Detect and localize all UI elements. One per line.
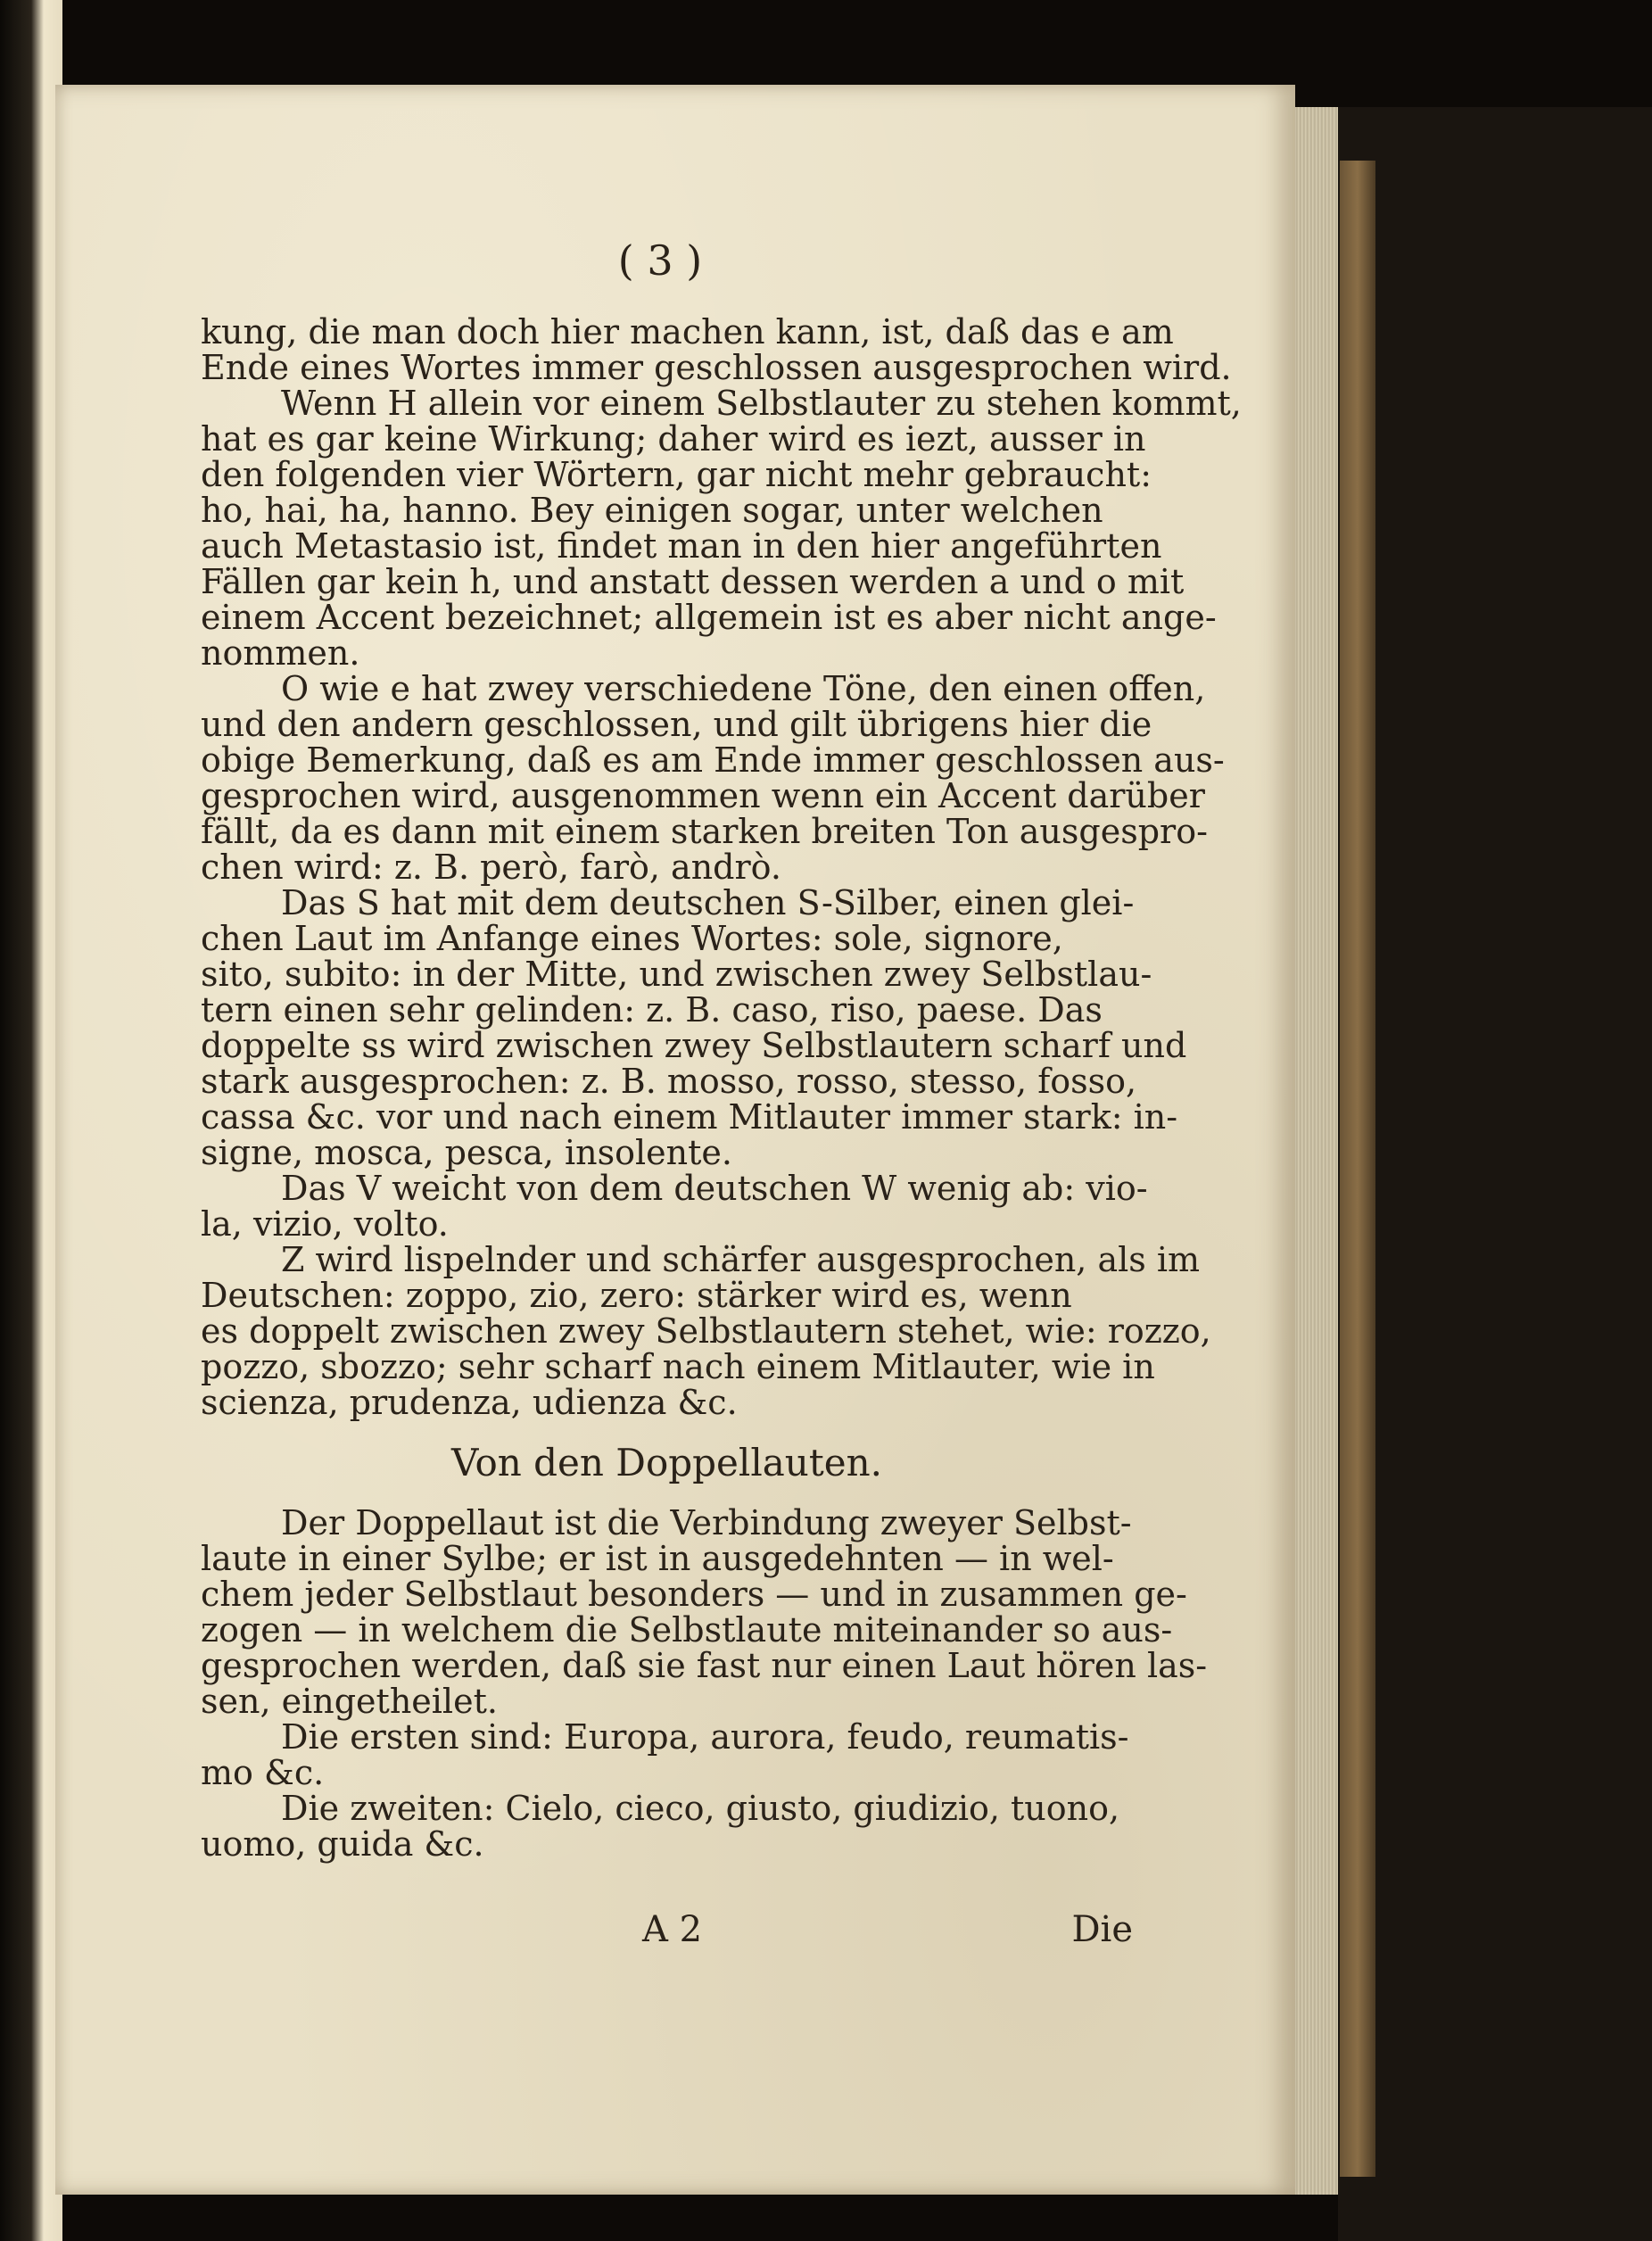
text-line: Z wird lispelnder und schärfer ausgesprochen, als im	[281, 1240, 1201, 1279]
text-line: stark ausgesprochen: z. B. mosso, rosso, stesso, fosso,	[201, 1062, 1137, 1101]
catchword: Die	[1071, 1909, 1133, 1950]
text-line: la, vizio, volto.	[201, 1204, 449, 1244]
text-line: scienza, prudenza, udienza &c.	[201, 1383, 738, 1422]
text-line: chen Laut im Anfange eines Wortes: sole, signore,	[201, 919, 1063, 958]
text-line: Der Doppellaut ist die Verbindung zweyer Selbst-	[281, 1503, 1132, 1542]
text-line: hat es gar keine Wirkung; daher wird es iezt, ausser in	[201, 419, 1146, 459]
text-line: gesprochen werden, daß sie fast nur einen Laut hören las-	[201, 1646, 1208, 1685]
text-line: nommen.	[201, 633, 360, 673]
text-line: es doppelt zwischen zwey Selbstlautern stehet, wie: rozzo,	[201, 1311, 1211, 1351]
book-cover-edge	[1340, 161, 1375, 2177]
book-gutter-left	[0, 0, 62, 2241]
page-footer	[201, 1909, 1133, 1954]
text-line: pozzo, sbozzo; sehr scharf nach einem Mitlauter, wie in	[201, 1347, 1155, 1386]
text-line: Die zweiten: Cielo, cieco, giusto, giudizio, tuono,	[281, 1789, 1120, 1828]
text-line: Die ersten sind: Europa, aurora, feudo, reumatis-	[281, 1717, 1129, 1757]
text-line: signe, mosca, pesca, insolente.	[201, 1133, 732, 1172]
text-line: sen, eingetheilet.	[201, 1682, 498, 1721]
text-line: chen wird: z. B. però, farò, andrò.	[201, 848, 781, 887]
text-line: laute in einer Sylbe; er ist in ausgedehnten — in wel-	[201, 1539, 1114, 1578]
text-line: Wenn H allein vor einem Selbstlauter zu stehen kommt,	[281, 384, 1242, 423]
text-line: zogen — in welchem die Selbstlaute miteinander so aus-	[201, 1610, 1173, 1650]
text-line: fällt, da es dann mit einem starken breiten Ton ausgespro-	[201, 812, 1208, 851]
text-line: Deutschen: zoppo, zio, zero: stärker wird es, wenn	[201, 1276, 1072, 1315]
text-line: gesprochen wird, ausgenommen wenn ein Accent darüber	[201, 776, 1205, 815]
text-line: Fällen gar kein h, und anstatt dessen werden a und o mit	[201, 562, 1185, 601]
text-line: und den andern geschlossen, und gilt übrigens hier die	[201, 705, 1152, 744]
text-line: tern einen sehr gelinden: z. B. caso, riso, paese. Das	[201, 990, 1103, 1030]
text-line: Ende eines Wortes immer geschlossen ausgesprochen wird.	[201, 348, 1232, 387]
text-line: den folgenden vier Wörtern, gar nicht mehr gebraucht:	[201, 455, 1152, 494]
text-line: cassa &c. vor und nach einem Mitlauter immer stark: in-	[201, 1097, 1178, 1137]
text-line: Das S hat mit dem deutschen S-Silber, einen glei-	[281, 883, 1135, 922]
text-line: O wie e hat zwey verschiedene Töne, den einen offen,	[281, 669, 1206, 708]
book-cover-background	[1338, 107, 1652, 2241]
text-line: auch Metastasio ist, findet man in den hier angeführten	[201, 526, 1162, 566]
page-number: ( 3 )	[617, 236, 703, 285]
text-line: sito, subito: in der Mitte, und zwischen zwey Selbstlau-	[201, 955, 1152, 994]
text-line: Das V weicht von dem deutschen W wenig ab: vio-	[281, 1169, 1148, 1208]
section-heading: Von den Doppellauten.	[451, 1441, 882, 1484]
text-line: chem jeder Selbstlaut besonders — und in zusammen ge-	[201, 1575, 1187, 1614]
text-line: obige Bemerkung, daß es am Ende immer geschlossen aus-	[201, 740, 1225, 780]
text-line: ho, hai, ha, hanno. Bey einigen sogar, unter welchen	[201, 491, 1103, 530]
text-line: einem Accent bezeichnet; allgemein ist es aber nicht ange-	[201, 598, 1217, 637]
page-stack-edges	[1295, 107, 1340, 2195]
text-line: mo &c.	[201, 1753, 325, 1792]
text-line: kung, die man doch hier machen kann, ist, daß das e am	[201, 312, 1174, 351]
body-text	[201, 312, 1242, 1864]
signature-mark: A 2	[642, 1909, 703, 1950]
text-line: doppelte ss wird zwischen zwey Selbstlautern scharf und	[201, 1026, 1187, 1065]
text-line: uomo, guida &c.	[201, 1824, 484, 1864]
